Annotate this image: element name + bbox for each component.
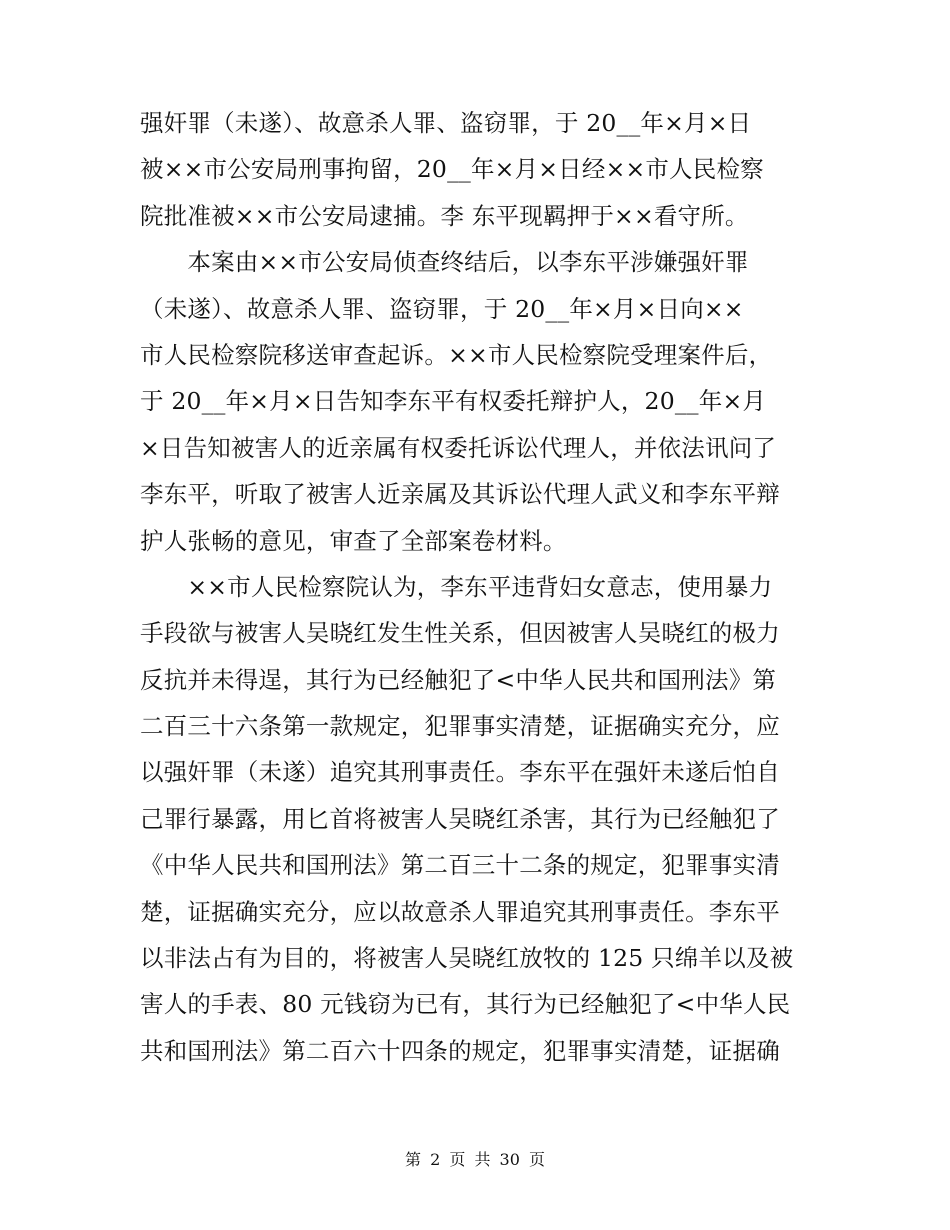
text-line: 反抗并未得逞，其行为已经触犯了<中华人民共和国刑法》第 (140, 665, 777, 694)
text-line: 二百三十六条第一款规定，犯罪事实清楚，证据确实充分，应 (140, 712, 780, 741)
text-line: 院批准被××市公安局逮捕。李 东平现羁押于××看守所。 (140, 201, 749, 230)
text-line: （未遂）、故意杀人罪、盗窃罪，于 20__年×月×日向×× (140, 294, 744, 323)
page-number-footer: 第 2 页 共 30 页 (405, 1150, 545, 1169)
text-line: 市人民检察院移送审查起诉。××市人民检察院受理案件后， (140, 340, 773, 369)
text-line: 于 20__年×月×日告知李东平有权委托辩护人，20__年×月 (140, 387, 767, 416)
text-line: 被××市公安局刑事拘留，20__年×月×日经××市人民检察 (140, 155, 764, 184)
text-line: 己罪行暴露，用匕首将被害人吴晓红杀害，其行为已经触犯了 (140, 804, 780, 833)
text-line: 强奸罪（未遂）、故意杀人罪、盗窃罪，于 20__年×月×日 (140, 109, 752, 137)
text-line: 共和国刑法》第二百六十四条的规定，犯罪事实清楚，证据确 (140, 1036, 780, 1065)
text-line: 以强奸罪（未遂）追究其刑事责任。李东平在强奸未遂后怕自 (140, 758, 780, 787)
text-line: 害人的手表、80 元钱窃为已有，其行为已经触犯了<中华人民 (140, 990, 791, 1019)
text-line: ××市人民检察院认为，李东平违背妇女意志，使用暴力 (140, 572, 773, 601)
text-line: 护人张畅的意见，审查了全部案卷材料。 (140, 526, 567, 555)
text-line: 《中华人民共和国刑法》第二百三十二条的规定，犯罪事实清 (140, 851, 780, 880)
text-line: ×日告知被害人的近亲属有权委托诉讼代理人，并依法讯问了 (140, 433, 777, 462)
text-line: 楚，证据确实充分，应以故意杀人罪追究其刑事责任。李东平 (140, 897, 780, 926)
text-line: 手段欲与被害人吴晓红发生性关系，但因被害人吴晓红的极力 (140, 619, 780, 648)
text-line: 本案由××市公安局侦查终结后，以李东平涉嫌强奸罪 (140, 248, 749, 277)
text-line: 以非法占有为目的，将被害人吴晓红放牧的 125 只绵羊以及被 (140, 944, 794, 973)
document-body (140, 100, 820, 1074)
text-line: 李东平，听取了被害人近亲属及其诉讼代理人武义和李东平辩 (140, 480, 780, 509)
